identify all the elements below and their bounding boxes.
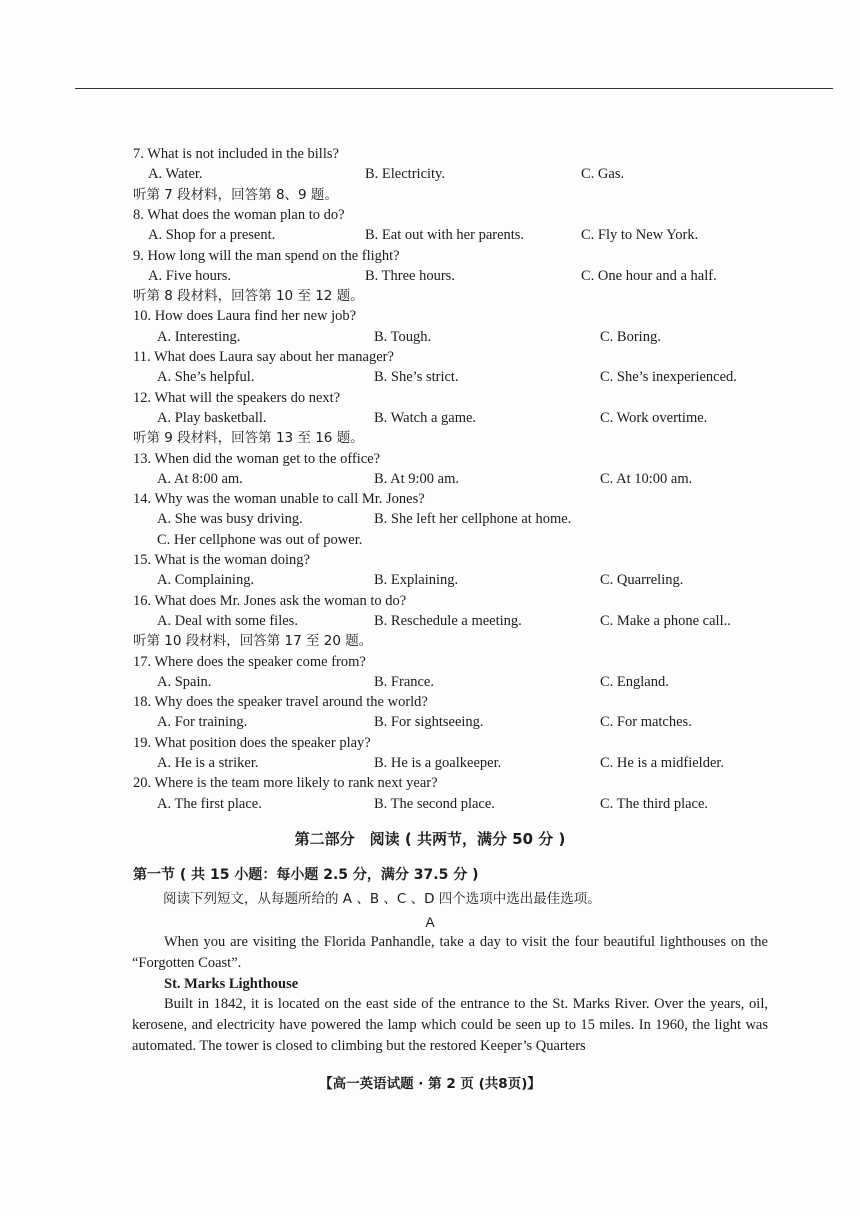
answer-option: A. At 8:00 am.: [157, 470, 243, 487]
answer-option: C. One hour and a half.: [581, 267, 717, 284]
listening-instruction: 听第 9 段材料，回答第 13 至 16 题。: [133, 430, 364, 447]
answer-option: B. Tough.: [374, 328, 432, 345]
answer-option: A. Play basketball.: [157, 409, 267, 426]
question-stem: 10. How does Laura find her new job?: [133, 308, 357, 325]
answer-option: B. He is a goalkeeper.: [374, 755, 502, 771]
answer-option: B. Three hours.: [365, 267, 455, 284]
question-stem: 13. When did the woman get to the office?: [133, 450, 381, 467]
header-rule: [75, 88, 833, 89]
question-stem: 16. What does Mr. Jones ask the woman to do?: [133, 592, 407, 609]
answer-option: A. He is a striker.: [157, 755, 259, 771]
question-stem: 8. What does the woman plan to do?: [133, 206, 345, 223]
listening-instruction: 听第 10 段材料，回答第 17 至 20 题。: [133, 633, 373, 650]
answer-option: C. Her cellphone was out of power.: [157, 531, 363, 548]
answer-option: A. She was busy driving.: [157, 511, 303, 528]
answer-option: A. Spain.: [157, 673, 212, 690]
section-title: 第二部分 阅读 ( 共两节，满分 50 分 ): [294, 830, 566, 848]
answer-option: C. England.: [600, 673, 669, 690]
listening-instruction: 听第 8 段材料，回答第 10 至 12 题。: [133, 288, 364, 305]
question-stem: 18. Why does the speaker travel around the world?: [133, 694, 428, 711]
answer-option: C. Quarreling.: [600, 572, 684, 589]
answer-option: C. Fly to New York.: [581, 227, 699, 244]
answer-option: B. Watch a game.: [374, 409, 477, 426]
answer-option: C. At 10:00 am.: [600, 470, 693, 487]
answer-option: B. At 9:00 am.: [374, 470, 459, 487]
answer-option: C. The third place.: [600, 795, 709, 812]
answer-option: B. She left her cellphone at home.: [374, 511, 572, 528]
answer-option: A. The first place.: [157, 795, 262, 812]
answer-option: A. For training.: [157, 714, 248, 731]
answer-option: A. She’s helpful.: [157, 369, 255, 386]
subsection-title: 第一节 ( 共 15 小题：每小题 2.5 分，满分 37.5 分 ): [133, 867, 479, 883]
question-stem: 12. What will the speakers do next?: [133, 389, 341, 406]
question-stem: 20. Where is the team more likely to rank next year?: [133, 775, 438, 792]
answer-option: A. Five hours.: [148, 267, 231, 284]
question-stem: 17. Where does the speaker come from?: [133, 653, 366, 670]
answer-option: A. Interesting.: [157, 328, 241, 345]
answer-option: B. The second place.: [374, 795, 495, 812]
answer-option: B. France.: [374, 673, 434, 690]
answer-option: B. Electricity.: [365, 166, 445, 183]
answer-option: B. She’s strict.: [374, 369, 459, 386]
reading-instruction: 阅读下列短文，从每题所给的 A 、B 、C 、D 四个选项中选出最佳选项。: [163, 891, 601, 907]
answer-option: B. For sightseeing.: [374, 714, 484, 731]
answer-option: B. Explaining.: [374, 572, 459, 589]
answer-option: A. Complaining.: [157, 572, 255, 589]
question-stem: 11. What does Laura say about her manager?: [133, 349, 394, 365]
question-stem: 14. Why was the woman unable to call Mr. Jones?: [133, 491, 425, 508]
lighthouse-heading: St. Marks Lighthouse: [164, 976, 299, 992]
answer-option: B. Reschedule a meeting.: [374, 612, 522, 629]
answer-option: C. Make a phone call..: [600, 612, 731, 629]
answer-option: C. She’s inexperienced.: [600, 369, 737, 386]
question-stem: 15. What is the woman doing?: [133, 552, 310, 568]
answer-option: C. He is a midfielder.: [600, 755, 725, 771]
answer-option: C. Gas.: [581, 166, 625, 183]
passage-letter: A: [425, 914, 435, 930]
listening-instruction: 听第 7 段材料，回答第 8、9 题。: [133, 186, 338, 203]
answer-option: A. Water.: [148, 166, 203, 183]
question-stem: 9. How long will the man spend on the flight?: [133, 247, 400, 264]
answer-option: B. Eat out with her parents.: [365, 227, 525, 244]
lighthouse-paragraph: Built in 1842, it is located on the east side of the entrance to the St. Marks River. Over the years, oil, kerosene, and electricity have powered the lamp which could be seen up to 15 miles. In 1960, the light was automated. The tower is closed to climbing but the restored Keeper’s Quarters: [132, 996, 768, 1054]
intro-paragraph: When you are visiting the Florida Panhandle, take a day to visit the four beautiful lighthouses on the “Forgotten Coast”.: [132, 934, 768, 971]
answer-option: C. For matches.: [600, 714, 692, 731]
page-footer: 【高一英语试题 · 第 2 页 (共8页)】: [319, 1076, 541, 1092]
answer-option: C. Work overtime.: [600, 409, 708, 426]
answer-option: C. Boring.: [600, 328, 661, 345]
question-stem: 19. What position does the speaker play?: [133, 734, 371, 751]
answer-option: A. Shop for a present.: [148, 227, 276, 244]
answer-option: A. Deal with some files.: [157, 612, 298, 629]
question-stem: 7. What is not included in the bills?: [133, 146, 339, 162]
